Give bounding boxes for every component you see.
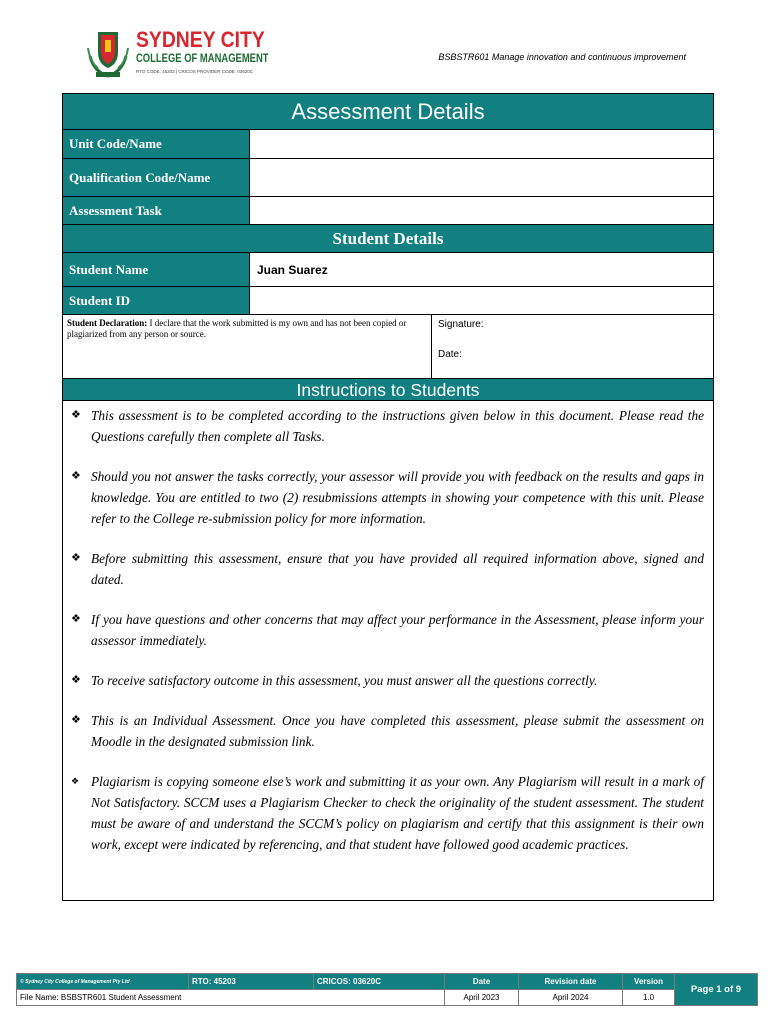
assessment-task-row xyxy=(63,197,713,225)
instruction-item: ❖ This is an Individual Assessment. Once you have completed this assessment, please submit the assessment on Moodle in the designated submission link. xyxy=(71,710,704,752)
small-diamond-bullet-icon: ❖ xyxy=(71,776,80,786)
assessment-task-field[interactable] xyxy=(250,197,713,224)
assessment-form xyxy=(62,93,714,901)
student-name-field[interactable]: Juan Suarez xyxy=(250,253,713,286)
logo-subtitle: COLLEGE OF MANAGEMENT xyxy=(136,53,269,65)
signature-field[interactable]: Signature: xyxy=(438,319,484,330)
student-declaration xyxy=(63,315,713,379)
declaration-text xyxy=(63,315,432,378)
diamond-bullet-icon: ❖ xyxy=(71,613,81,625)
diamond-bullet-icon: ❖ xyxy=(71,552,81,564)
assessment-task-label: Assessment Task xyxy=(63,197,250,224)
college-crest-icon xyxy=(84,26,132,82)
student-name-row xyxy=(63,253,713,287)
qualification-label: Qualification Code/Name xyxy=(63,159,250,196)
instruction-item: ❖ Plagiarism is copying someone else’s work and submitting it as your own. Any Plagiarism will result in a mark of Not Satisfactory. SCCM uses a Plagiarism Checker to check the originality of the student assessment. The student must be aware of and understand the SCCM’s policy on plagiarism and certify that this assignment is their own work, except were indicated by referencing, and that student have followed good academic practices. xyxy=(71,771,704,855)
declaration-label: Student Declaration: xyxy=(67,318,148,328)
student-details-heading: Student Details xyxy=(63,225,713,253)
student-id-row xyxy=(63,287,713,315)
document-code: BSBSTR601 Manage innovation and continuous improvement xyxy=(438,52,686,62)
instruction-item: ❖ Before submitting this assessment, ensure that you have provided all required information above, signed and dated. xyxy=(71,548,704,590)
instructions-heading: Instructions to Students xyxy=(63,379,713,401)
assessment-details-heading: Assessment Details xyxy=(63,94,713,130)
student-name-label: Student Name xyxy=(63,253,250,286)
instruction-item: ❖ Should you not answer the tasks correctly, your assessor will provide you with feedback on the results and gaps in knowledge. You are entitled to two (2) resubmissions attempts in showing your competence with this unit. Please refer to the College re-submission policy for more information. xyxy=(71,466,704,529)
footer-version-value: 1.0 xyxy=(623,990,675,1006)
footer-date-label: Date xyxy=(445,974,519,990)
footer-revision-label: Revision date xyxy=(519,974,623,990)
unit-code-label: Unit Code/Name xyxy=(63,130,250,158)
instruction-item: ❖ To receive satisfactory outcome in this assessment, you must answer all the questions correctly. xyxy=(71,670,704,691)
date-field[interactable]: Date: xyxy=(438,349,462,360)
footer-rto: RTO: 45203 xyxy=(189,974,314,990)
instructions-list xyxy=(63,401,713,855)
qualification-row xyxy=(63,159,713,197)
footer-table xyxy=(16,973,758,1006)
page-header xyxy=(0,0,768,90)
college-logo xyxy=(84,26,269,82)
diamond-bullet-icon: ❖ xyxy=(71,409,81,421)
diamond-bullet-icon: ❖ xyxy=(71,470,81,482)
signature-block xyxy=(432,315,713,378)
student-id-label: Student ID xyxy=(63,287,250,314)
footer-version-label: Version xyxy=(623,974,675,990)
page-footer xyxy=(16,973,758,1007)
instruction-item: ❖ This assessment is to be completed according to the instructions given below in this document. Please read the Questions carefully then complete all Tasks. xyxy=(71,405,704,447)
unit-code-field[interactable] xyxy=(250,130,713,158)
logo-registration-text: RTO CODE: 45203 | CRICOS PROVIDER CODE: 03620C xyxy=(136,69,254,74)
diamond-bullet-icon: ❖ xyxy=(71,714,81,726)
footer-page-number: Page 1 of 9 xyxy=(675,974,758,1006)
diamond-bullet-icon: ❖ xyxy=(71,674,81,686)
student-id-field[interactable] xyxy=(250,287,713,314)
unit-code-row xyxy=(63,130,713,159)
footer-file-name: File Name: BSBSTR601 Student Assessment xyxy=(17,990,445,1006)
declaration-body: I declare that the work submitted is my own and has not been copied or plagiarized from any person or source. xyxy=(67,318,407,339)
logo-title: SYDNEY CITY xyxy=(136,27,265,52)
instruction-item: ❖ If you have questions and other concerns that may affect your performance in the Assessment, please inform your assessor immediately. xyxy=(71,609,704,651)
qualification-field[interactable] xyxy=(250,159,713,196)
footer-date-value: April 2023 xyxy=(445,990,519,1006)
footer-cricos: CRICOS: 03620C xyxy=(314,974,445,990)
footer-revision-value: April 2024 xyxy=(519,990,623,1006)
footer-copyright: © Sydney City College of Management Pty Ltd xyxy=(17,974,189,990)
